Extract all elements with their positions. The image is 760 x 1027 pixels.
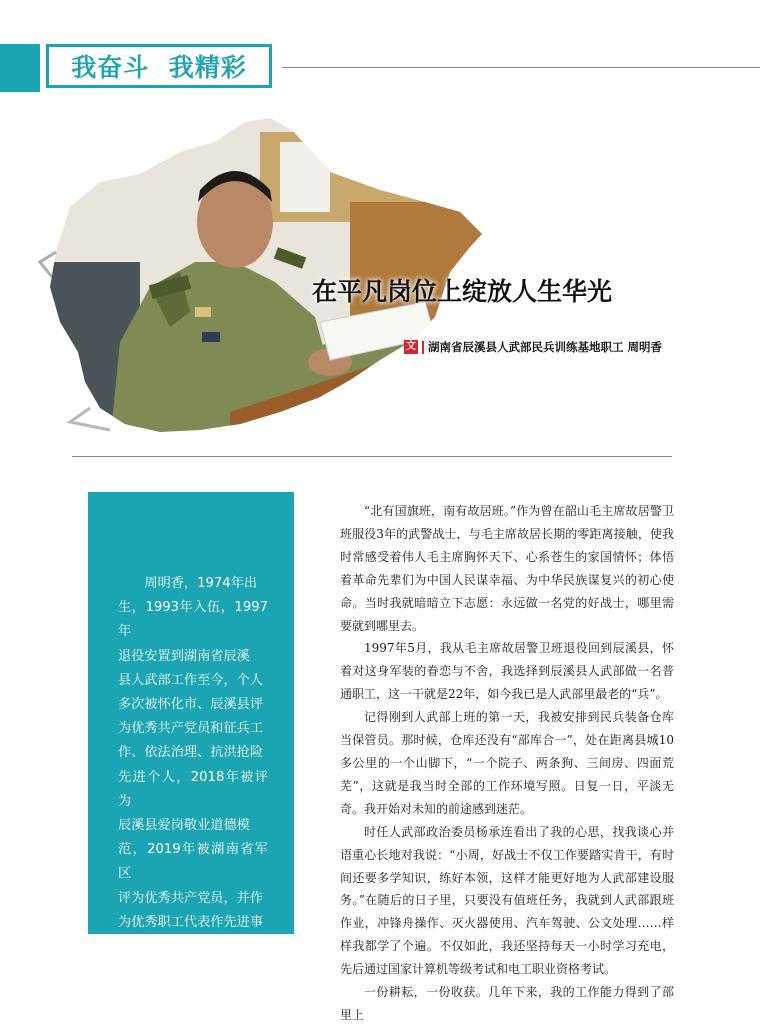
bio-line: 先进个人，2018年被评为	[118, 769, 268, 809]
bio-text	[118, 572, 268, 959]
paragraph: 记得刚到人武部上班的第一天，我被安排到民兵装备仓库当保管员。那时候，仓库还没有“部库合一”，处在距离县城10多公里的一个山脚下，“一个院子、两条狗、三间房、四面荒芜”，这就是我当时全部的工作环境写照。日复一日，平淡无奇。我开始对未知的前途感到迷茫。	[340, 710, 674, 816]
header-accent-square	[0, 44, 40, 92]
byline-divider	[422, 341, 424, 354]
byline	[404, 339, 662, 355]
section-divider	[72, 456, 672, 457]
paragraph: 一份耕耘，一份收获。几年下来，我的工作能力得到了部里上	[340, 985, 674, 1022]
article-body	[340, 500, 674, 1027]
byline-tag: 文	[406, 341, 416, 352]
section-title: 我奋斗 我精彩	[71, 53, 247, 82]
bio-line: 作、依法治理、抗洪抢险	[118, 745, 264, 761]
bio-line: 县人武部工作至今，个人	[118, 672, 264, 688]
bio-line: 生，1993年入伍，1997年	[118, 600, 268, 640]
paragraph: 1997年5月，我从毛主席故居警卫班退役回到辰溪县，怀着对这身军装的眷恋与不舍，我选择到辰溪县人武部做一名普通职工，这一干就是22年，如今我已是人武部里最老的“兵”。	[340, 641, 674, 702]
bio-line: 周明香，1974年出	[144, 576, 258, 591]
section-title-box	[46, 44, 272, 88]
header-rule	[282, 67, 760, 68]
paragraph: 时任人武部政治委员杨承连看出了我的心思，找我谈心并语重心长地对我说：“小周，好战士不仅工作要踏实肯干，有时间还要多学知识，练好本领，这样才能更好地为人武部建设服务。”在随后的日子里，只要没有值班任务，我就到人武部跟班作业，冲锋舟操作、灭火器使用、汽车驾驶、公文处理……样样我都学了个遍。不仅如此，我还坚持每天一小时学习充电，先后通过国家计算机等级考试和电工职业资格考试。	[340, 824, 674, 977]
article-title: 在平凡岗位上绽放人生华光	[312, 277, 613, 306]
bio-line: 评为优秀共产党员，并作	[118, 890, 264, 906]
bio-line: 为优秀职工代表作先进事	[118, 914, 264, 930]
bio-line: 多次被怀化市、辰溪县评	[118, 697, 264, 713]
bio-line: 范，2019年被湖南省军区	[118, 842, 268, 882]
bio-line: 迹报告。	[118, 939, 171, 955]
bio-line: 退役安置到湖南省辰溪	[118, 648, 250, 664]
byline-author: 湖南省辰溪县人武部民兵训练基地职工 周明香	[428, 340, 663, 354]
bio-line: 为优秀共产党员和征兵工	[118, 721, 264, 737]
paragraph: “北有国旗班，南有故居班。”作为曾在韶山毛主席故居警卫班服役3年的武警战士，与毛主席故居长期的零距离接触，使我时常感受着伟人毛主席胸怀天下、心系苍生的家国情怀；体悟着革命先辈们为中国人民谋幸福、为中华民族谋复兴的初心使命。当时我就暗暗立下志愿：永远做一名党的好战士，哪里需要就到哪里去。	[340, 504, 674, 633]
bio-line: 辰溪县爱岗敬业道德模	[118, 818, 250, 834]
